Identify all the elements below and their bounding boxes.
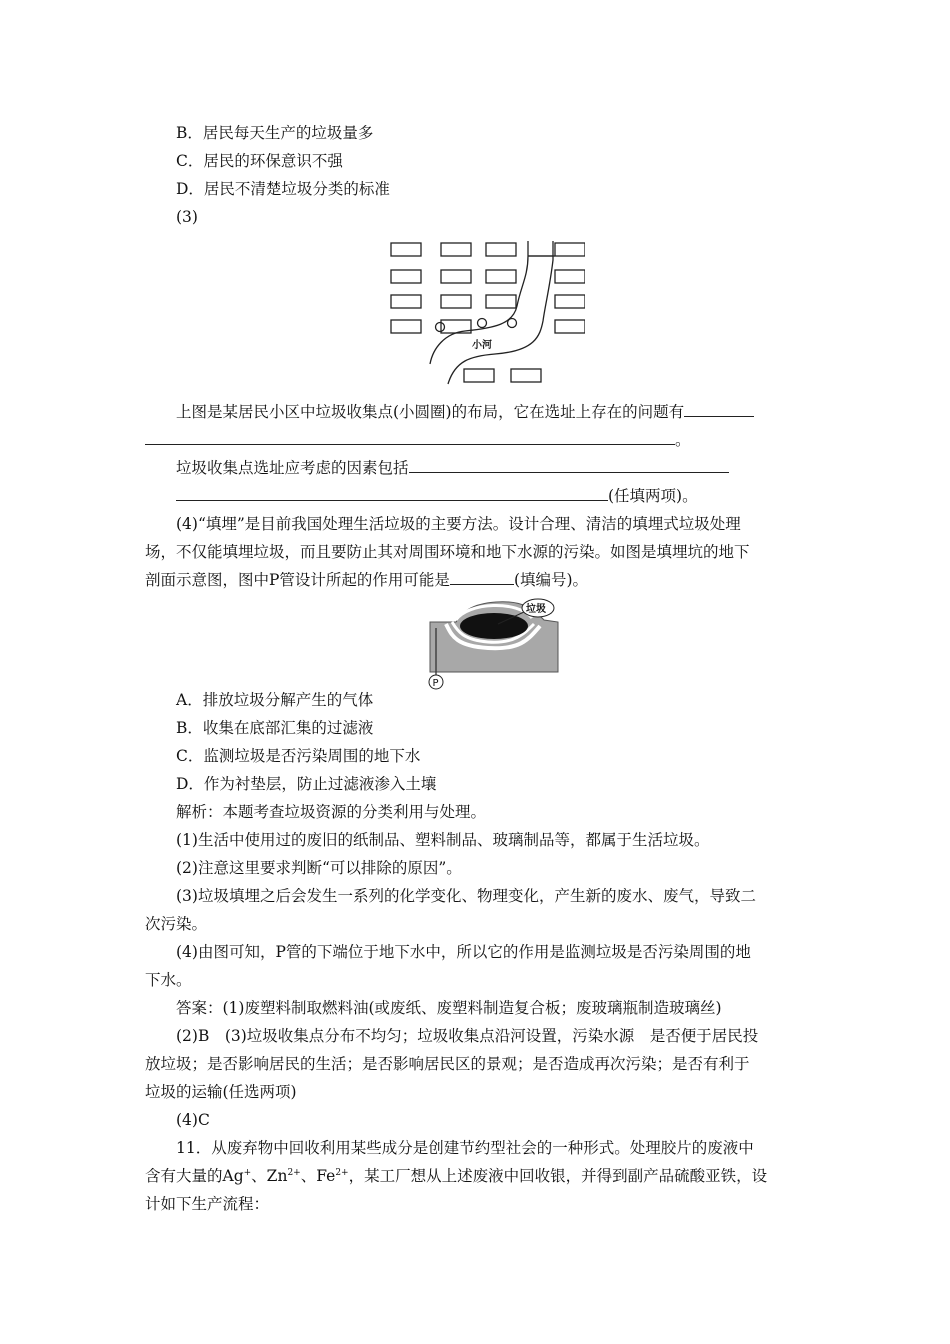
- river-bank-left: [430, 241, 555, 364]
- garbage-label: 垃圾: [526, 604, 546, 615]
- garbage-point: [436, 323, 445, 332]
- building: [555, 243, 585, 256]
- answer-line1: 答案：(1)废塑料制取燃料油(或废纸、废塑料制造复合板；废玻璃瓶制造玻璃丝): [176, 999, 722, 1017]
- landfill-figure: [428, 596, 568, 692]
- analysis-p4a: (4)由图可知，P管的下端位于地下水中，所以它的作用是监测垃圾是否污染周围的地: [176, 943, 751, 961]
- garbage-point: [478, 319, 487, 328]
- building: [441, 270, 471, 283]
- part4-option-d: D．作为衬垫层，防止过滤液渗入土壤: [176, 775, 437, 793]
- part3-factors: 垃圾收集点选址应考虑的因素包括: [176, 457, 729, 479]
- analysis-p3b: 次污染。: [145, 915, 208, 933]
- part4-option-b: B．收集在底部汇集的过滤液: [176, 719, 374, 737]
- part4-option-a: A．排放垃圾分解产生的气体: [176, 691, 374, 709]
- building: [511, 369, 541, 382]
- building: [441, 295, 471, 308]
- option-d: D．居民不清楚垃圾分类的标准: [176, 180, 390, 198]
- answer-line4: 垃圾的运输(任选两项): [145, 1083, 297, 1101]
- option-c: C．居民的环保意识不强: [176, 152, 343, 170]
- building: [555, 270, 585, 283]
- part3-question: 上图是某居民小区中垃圾收集点(小圆圈)的布局，它在选址上存在的问题有: [176, 401, 754, 423]
- building: [486, 295, 516, 308]
- garbage-mass: [460, 613, 528, 639]
- answer-line2: (2)B (3)垃圾收集点分布不均匀；垃圾收集点沿河设置，污染水源 是否便于居民投: [176, 1027, 759, 1045]
- part4-line1: (4)“填埋”是目前我国处理生活垃圾的主要方法。设计合理、清洁的填埋式垃圾处理: [176, 515, 741, 533]
- garbage-point: [508, 319, 517, 328]
- analysis-p1: (1)生活中使用过的废旧的纸制品、塑料制品、玻璃制品等，都属于生活垃圾。: [176, 831, 710, 849]
- part3-label: (3): [176, 208, 198, 226]
- part4-line3: 剖面示意图，图中P管设计所起的作用可能是 (填编号)。: [145, 571, 589, 589]
- answer-line5: (4)C: [176, 1111, 210, 1129]
- building: [391, 270, 421, 283]
- q11-line2: 含有大量的Ag+、$Zn^{2+}$、$Fe^{2+}$，某工厂想从上述废液中回收银，并得到副产品硫酸亚铁，设: [145, 1167, 768, 1185]
- part3-factors-blank: (任填两项)。: [176, 485, 698, 507]
- q11-line1: 11．从废弃物中回收利用某些成分是创建节约型社会的一种形式。处理胶片的废液中: [176, 1139, 754, 1157]
- building: [441, 243, 471, 256]
- analysis-p3a: (3)垃圾填埋之后会发生一系列的化学变化、物理变化，产生新的废水、废气，导致二: [176, 887, 756, 905]
- building: [464, 369, 494, 382]
- part3-blank-line: 。: [145, 429, 691, 451]
- building: [555, 295, 585, 308]
- building: [391, 295, 421, 308]
- river-bank-right: [448, 241, 553, 384]
- q11-line3: 计如下生产流程：: [145, 1195, 270, 1213]
- part4-option-c: C．监测垃圾是否污染周围的地下水: [176, 747, 421, 765]
- analysis-intro: 解析：本题考查垃圾资源的分类利用与处理。: [176, 803, 487, 821]
- river-label: 小河: [472, 340, 492, 351]
- analysis-p4b: 下水。: [145, 971, 192, 989]
- building: [486, 243, 516, 256]
- answer-line3: 放垃圾；是否影响居民的生活；是否影响居民区的景观；是否造成再次污染；是否有利于: [145, 1055, 750, 1073]
- building: [391, 243, 421, 256]
- building: [486, 270, 516, 283]
- analysis-p2: (2)注意这里要求判断“可以排除的原因”。: [176, 859, 462, 877]
- building: [555, 320, 585, 333]
- building: [391, 320, 421, 333]
- part4-line2: 场，不仅能填埋垃圾，而且要防止其对周围环境和地下水源的污染。如图是填埋坑的地下: [145, 543, 750, 561]
- residential-layout-figure: [385, 236, 585, 386]
- p-pipe-label: P: [432, 678, 439, 689]
- option-b: B．居民每天生产的垃圾量多: [176, 124, 374, 142]
